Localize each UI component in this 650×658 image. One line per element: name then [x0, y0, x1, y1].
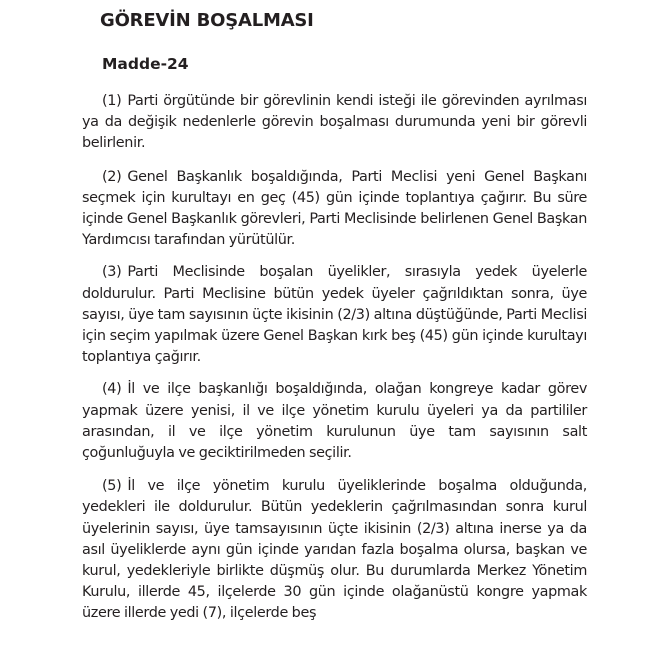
paragraph-5 — [82, 476, 587, 624]
paragraph-number: (1) — [102, 93, 122, 109]
paragraph-text: Parti örgütünde bir görevlinin kendi isteği ile görevinden ayrılması ya da değişik nedenlerle görevin boşalması durumunda yeni bir görevli belirlenir. — [82, 93, 587, 152]
article-heading: Madde-24 — [102, 55, 189, 73]
paragraph-number: (3) — [102, 264, 122, 281]
paragraph-text: Parti Meclisinde boşalan üyelikler, sırasıyla yedek üyelerle doldurulur. Parti Meclisine bütün yedek üyeler çağrıldıktan sonra, üye sayısı, üye tam sayısının üçte ikisinin (2/3) altına düştüğünde, Parti Meclisi için seçim yapılmak üzere Genel Başkan kırk beş (45) gün içinde kurultayı toplantıya çağırır. — [82, 264, 587, 366]
paragraph-1 — [82, 91, 587, 155]
paragraph-text: İl ve ilçe başkanlığı boşaldığında, olağan kongreye kadar görev yapmak üzere yenisi, il ve ilçe yönetim kurulu üyeleri ya da partililer arasından, il ve ilçe yönetim kurulunun üye tam sayısının salt çoğunluğuyla ve geciktirilmeden seçilir. — [82, 381, 587, 462]
paragraph-number: (5) — [102, 478, 122, 495]
paragraph-number: (2) — [102, 168, 122, 185]
paragraph-text: Genel Başkanlık boşaldığında, Parti Meclisi yeni Genel Başkanı seçmek için kurultayı en geç (45) gün içinde toplantıya çağırır. Bu süre içinde Genel Başkanlık görevleri, Parti Meclisinde belirlenen Genel Başkan Yardımcısı tarafından yürütülür. — [82, 168, 587, 249]
paragraph-4 — [82, 379, 587, 464]
section-title: GÖREVİN BOŞALMASI — [100, 10, 314, 31]
document-page — [82, 0, 587, 625]
paragraph-number: (4) — [102, 381, 122, 398]
paragraph-2 — [82, 167, 587, 252]
paragraph-text: İl ve ilçe yönetim kurulu üyeliklerinde boşalma olduğunda, yedekleri ile doldurulur. Bütün yedeklerin çağrılmasından sonra kurul üyelerinin sayısı, üye tamsayısının üçte ikisinin (2/3) altına inerse ya da asıl üyeliklerde aynı gün içinde yarıdan fazla boşalma olursa, başkan ve kurul, yedekleriyle birlikte düşmüş olur. Bu durumlarda Merkez Yönetim Kurulu, illerde 45, ilçelerde 30 gün içinde olağanüstü kongre yapmak üzere illerde yedi (7), ilçelerde beş — [82, 478, 587, 622]
paragraph-3 — [82, 262, 587, 368]
